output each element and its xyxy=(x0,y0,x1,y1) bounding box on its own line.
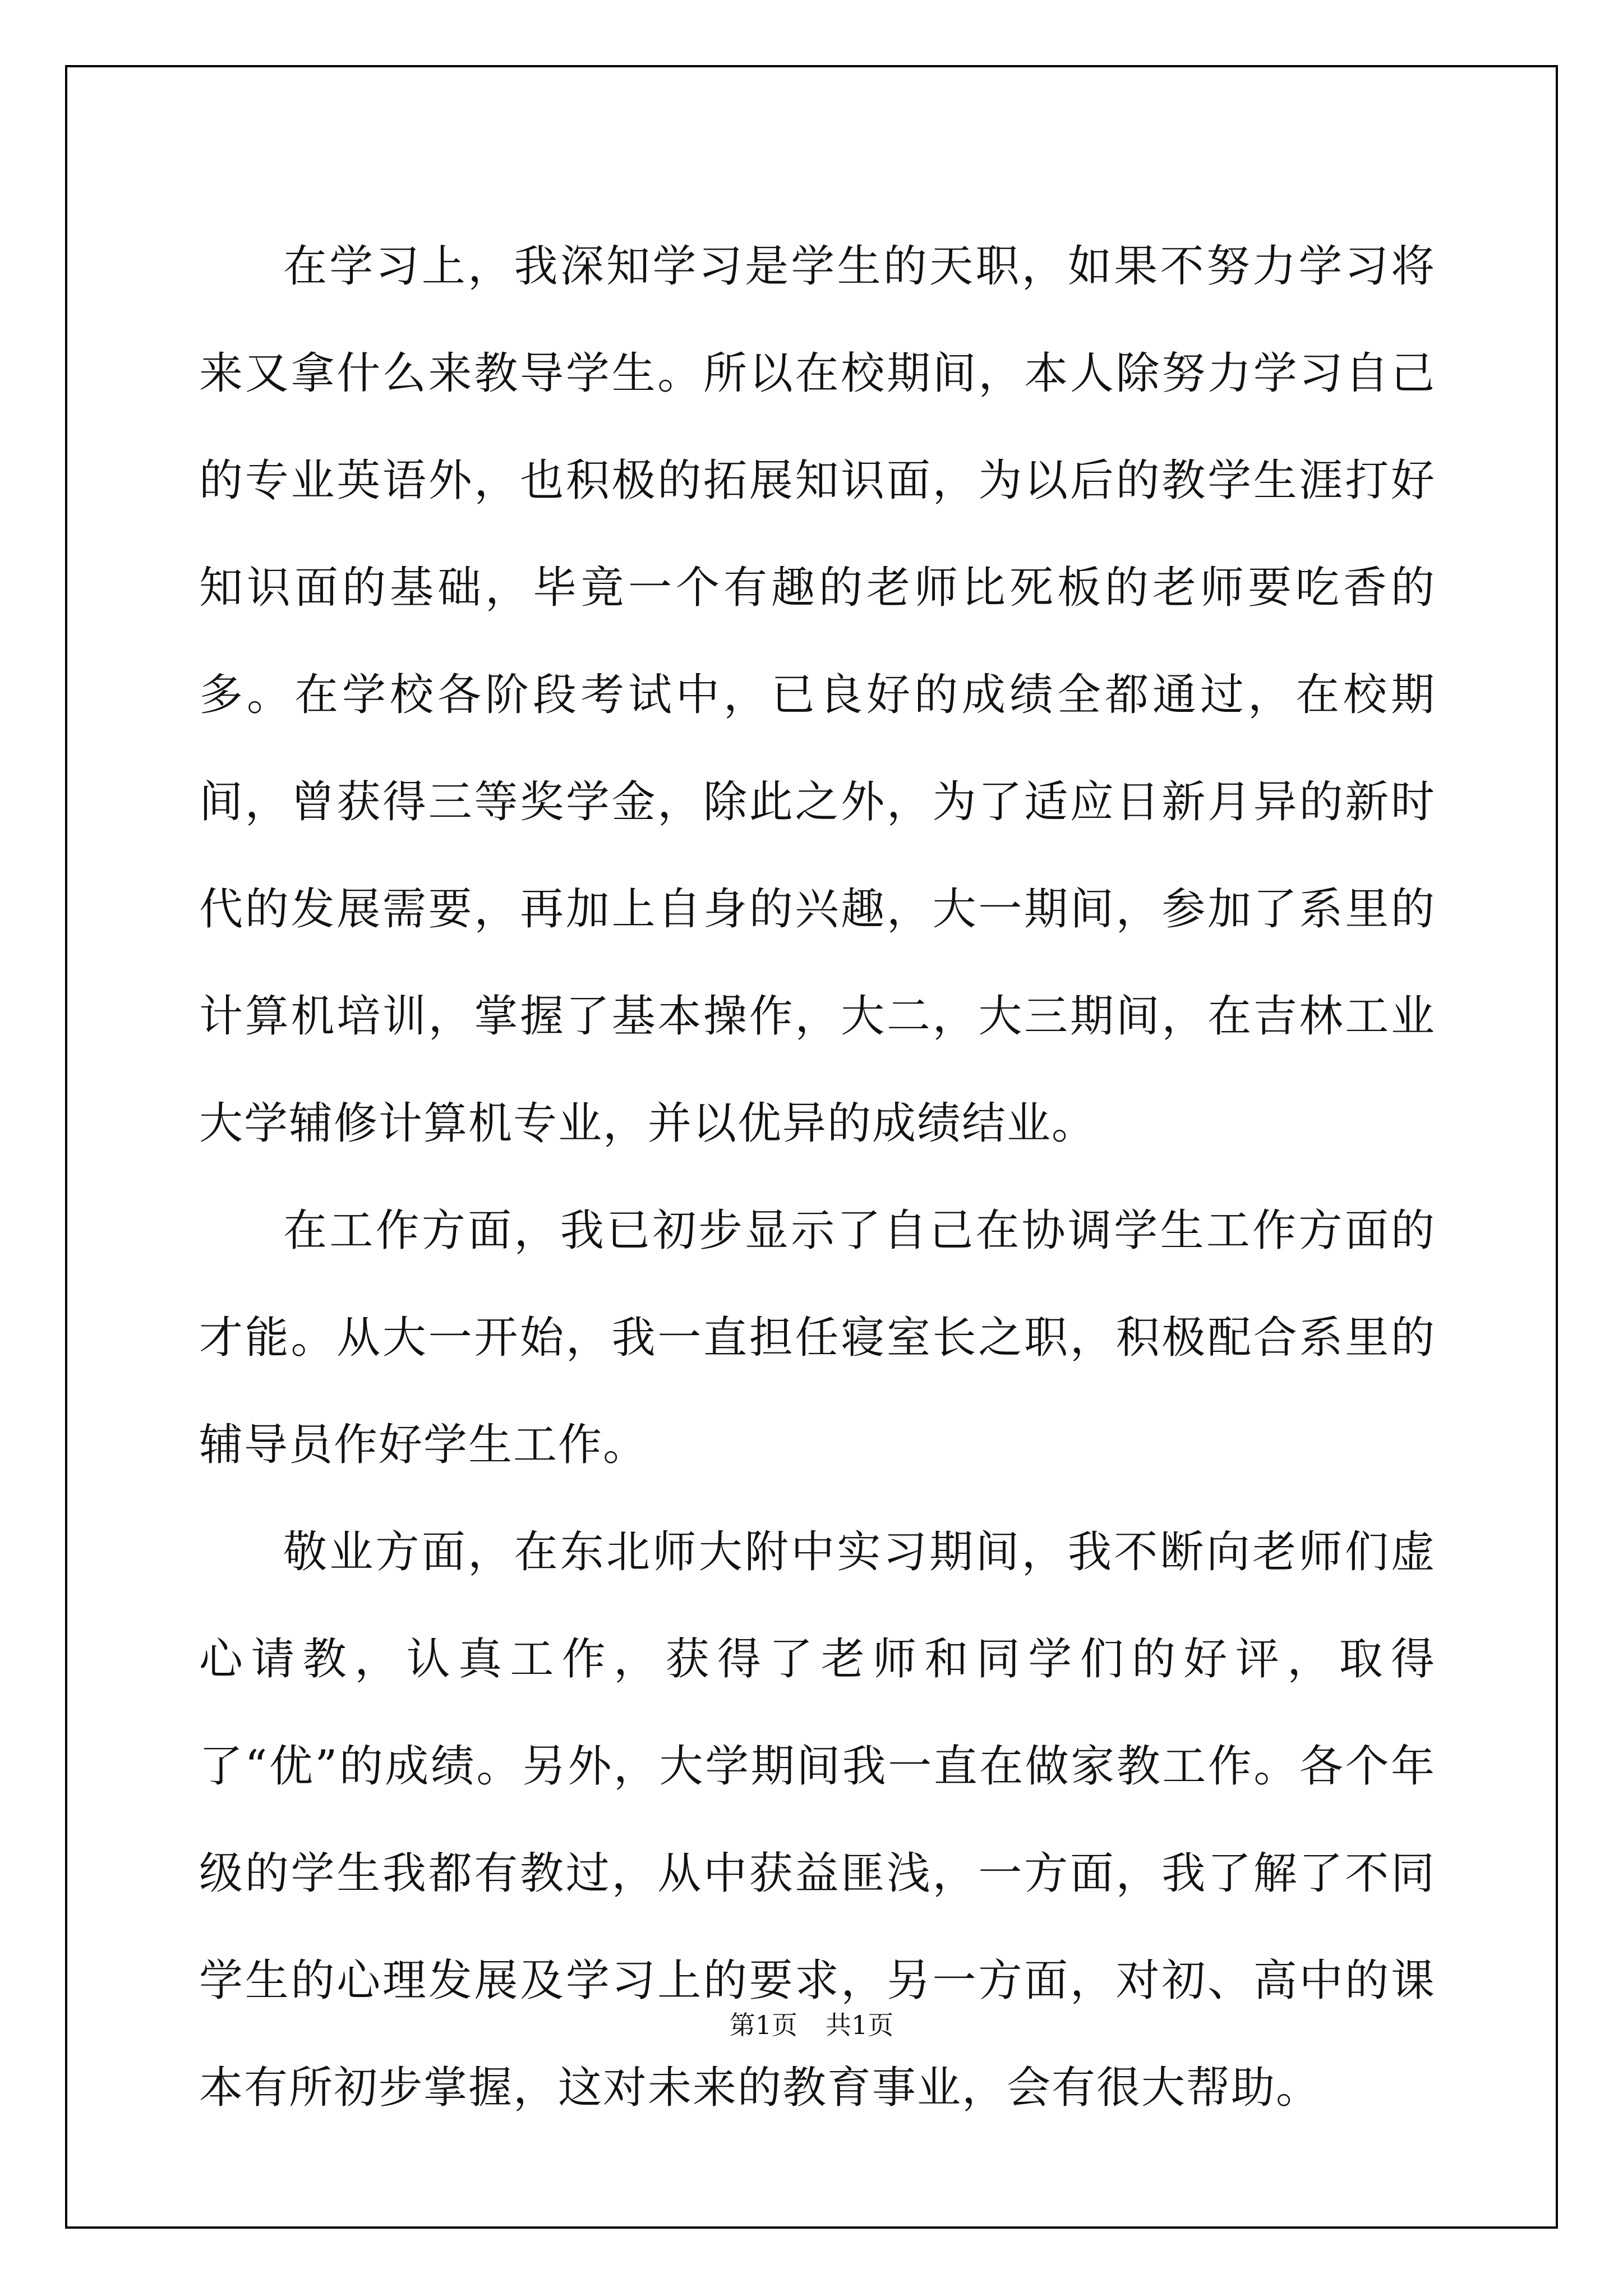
page-total: 共1页 xyxy=(826,2010,894,2040)
page-number: 第1页 xyxy=(729,2010,797,2040)
paragraph-work: 在工作方面，我已初步显示了自己在协调学生工作方面的才能。从大一开始，我一直担任寝室长之职，积极配合系里的辅导员作好学生工作。 xyxy=(199,1205,1436,1470)
page-footer xyxy=(0,2008,1623,2042)
document-body xyxy=(199,213,1436,2142)
paragraph-study: 在学习上，我深知学习是学生的天职，如果不努力学习将来又拿什么来教导学生。所以在校期间，本人除努力学习自己的专业英语外，也积极的拓展知识面，为以后的教学生涯打好知识面的基础，毕竟一个有趣的老师比死板的老师要吃香的多。在学校各阶段考试中，已良好的成绩全都通过，在校期间，曾获得三等奖学金，除此之外，为了适应日新月异的新时代的发展需要，再加上自身的兴趣，大一期间，参加了系里的计算机培训，掌握了基本操作，大二，大三期间，在吉林工业大学辅修计算机专业，并以优异的成绩结业。 xyxy=(199,241,1436,1149)
paragraph-dedication: 敬业方面，在东北师大附中实习期间，我不断向老师们虚心请教，认真工作，获得了老师和同学们的好评，取得了“优”的成绩。另外，大学期间我一直在做家教工作。各个年级的学生我都有教过，从中获益匪浅，一方面，我了解了不同学生的心理发展及学习上的要求，另一方面，对初、高中的课本有所初步掌握，这对未来的教育事业，会有很大帮助。 xyxy=(199,1527,1436,2113)
